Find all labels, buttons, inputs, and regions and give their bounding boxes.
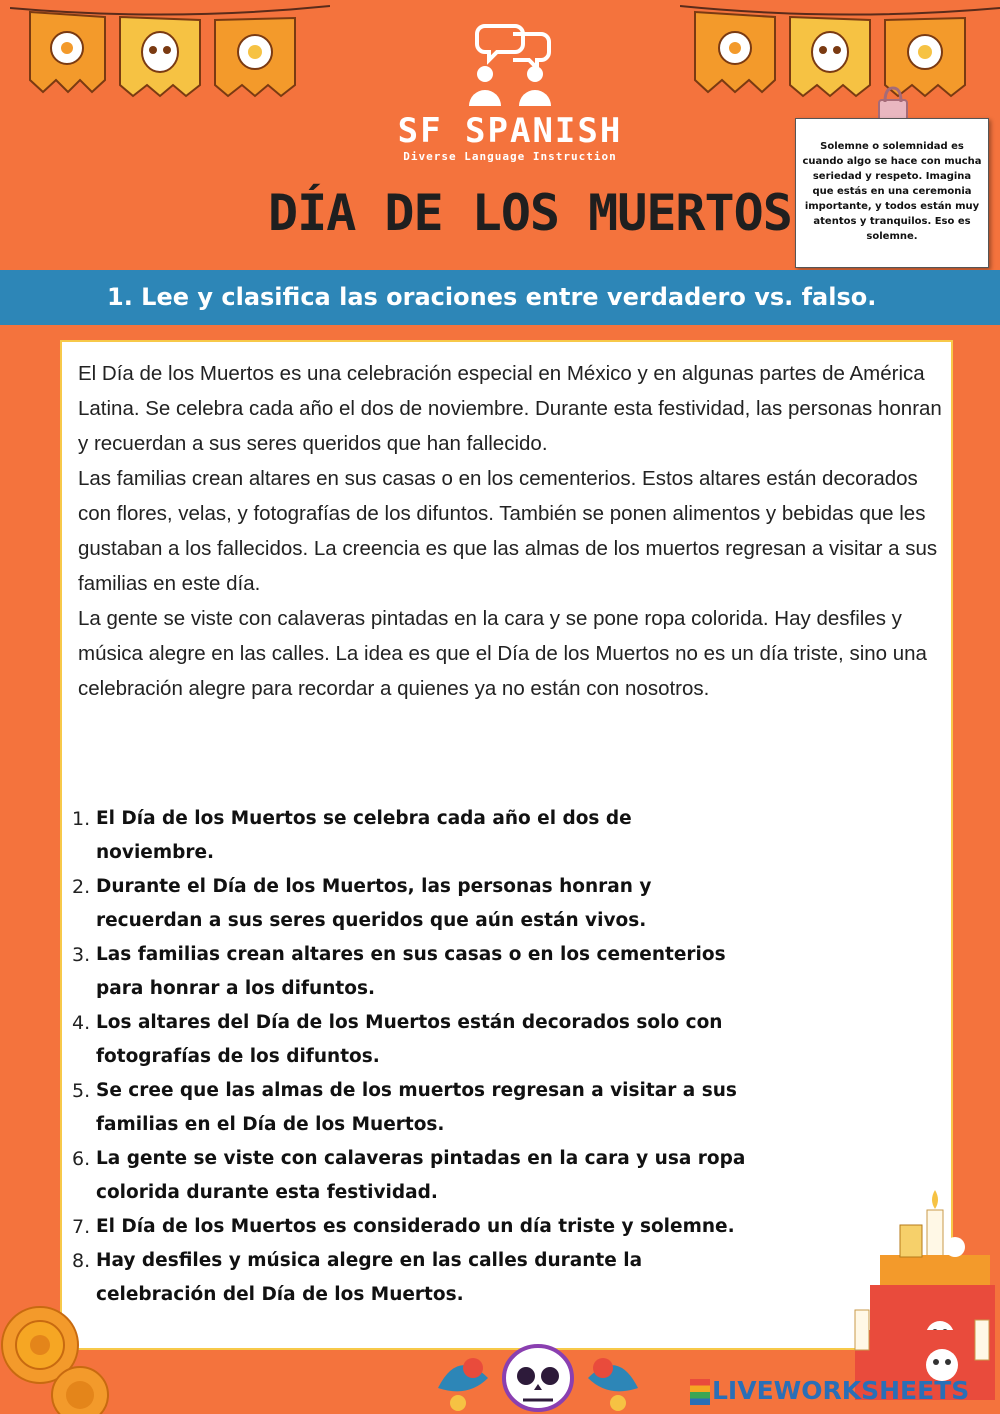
question-number: 3. [72, 944, 91, 966]
question-number: 4. [72, 1012, 91, 1034]
question-item [72, 870, 752, 938]
question-item [72, 1006, 752, 1074]
question-item [72, 938, 752, 1006]
watermark-text: LIVEWORKSHEETS [712, 1376, 970, 1405]
question-number: 7. [72, 1216, 91, 1238]
instruction-text: 1. Lee y clasifica las oraciones entre verdadero vs. falso. [107, 283, 877, 311]
question-text: La gente se viste con calaveras pintadas en la cara y usa ropa colorida durante esta festividad. [96, 1148, 746, 1203]
question-text: Las familias crean altares en sus casas o en los cementerios para honrar a los difuntos. [96, 944, 726, 999]
marigold-icon [0, 1300, 110, 1414]
reading-box [60, 340, 953, 1350]
question-number: 5. [72, 1080, 91, 1102]
altar-icon [845, 1185, 995, 1400]
passage-paragraph: La gente se viste con calaveras pintadas en la cara y se pone ropa colorida. Hay desfiles y música alegre en las calles. La idea es que el Día de los Muertos no es un día triste, sino una celebración alegre para recordar a quienes ya no están con nosotros. [78, 607, 927, 700]
question-item [72, 1244, 752, 1312]
liveworksheets-logo [690, 1376, 969, 1406]
instruction-bar [0, 270, 1000, 325]
page-title: DÍA DE LOS MUERTOS [268, 184, 792, 242]
question-number: 6. [72, 1148, 91, 1170]
question-item [72, 1074, 752, 1142]
sugar-skull-icon [428, 1338, 648, 1414]
passage-paragraph: Las familias crean altares en sus casas o en los cementerios. Estos altares están decorados con flores, velas, y fotografías de los difuntos. También se ponen alimentos y bebidas que les gustaban a los fallecidos. La creencia es que las almas de los muertos regresan a visitar a sus familias en este día. [78, 467, 938, 595]
question-list [72, 802, 752, 1312]
papel-picado-icon [30, 12, 295, 96]
question-text: Los altares del Día de los Muertos están decorados solo con fotografías de los difuntos. [96, 1012, 723, 1067]
papel-picado-banner-left [10, 0, 330, 110]
brand-logo [395, 18, 625, 168]
definition-note-text: Solemne o solemnidad es cuando algo se hace con mucha seriedad y respeto. Imagina que estás en una ceremonia importante, y todos están muy atentos y tranquilos. Eso es solemne. [802, 141, 982, 242]
speech-people-icon [455, 18, 565, 108]
question-text: Durante el Día de los Muertos, las personas honran y recuerdan a sus seres queridos que aún están vivos. [96, 876, 652, 931]
question-item [72, 802, 752, 870]
question-number: 8. [72, 1250, 91, 1272]
question-item [72, 1142, 752, 1210]
question-number: 1. [72, 808, 91, 830]
question-text: El Día de los Muertos es considerado un día triste y solemne. [96, 1216, 735, 1237]
question-item [72, 1210, 752, 1244]
papel-picado-icon [695, 12, 965, 96]
liveworksheets-badge-icon [690, 1379, 710, 1405]
definition-note [795, 118, 989, 268]
question-text: Se cree que las almas de los muertos regresan a visitar a sus familias en el Día de los Muertos. [96, 1080, 737, 1135]
question-number: 2. [72, 876, 91, 898]
passage-paragraph: El Día de los Muertos es una celebración especial en México y en algunas partes de América Latina. Se celebra cada año el dos de noviembre. Durante esta festividad, las personas honran y recuerdan a sus seres queridos que han fallecido. [78, 362, 942, 455]
reading-passage [78, 356, 948, 706]
logo-subtitle: Diverse Language Instruction [403, 150, 617, 163]
question-text: El Día de los Muertos se celebra cada año el dos de noviembre. [96, 808, 632, 863]
papel-picado-banner-right [680, 0, 1000, 110]
question-text: Hay desfiles y música alegre en las calles durante la celebración del Día de los Muertos. [96, 1250, 643, 1305]
logo-title: SF SPANISH [397, 111, 623, 151]
